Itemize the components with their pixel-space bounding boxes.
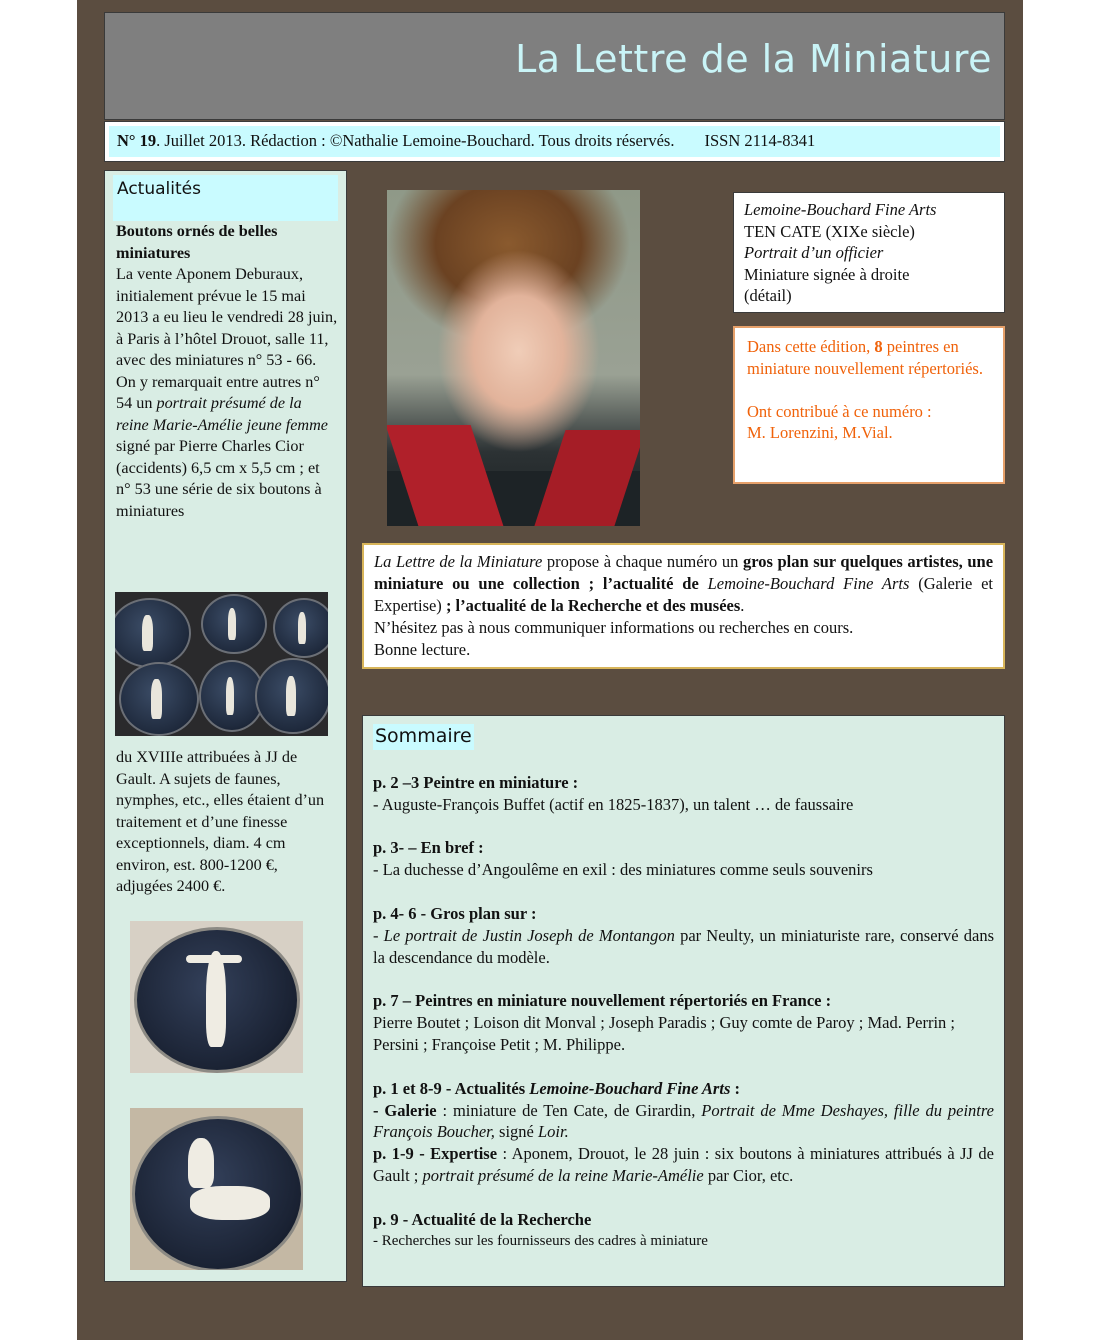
edition-painters: Dans cette édition, 8 peintres en miniature nouvellement répertoriés. bbox=[747, 337, 983, 378]
issue-details: . Juillet 2013. Rédaction : ©Nathalie Lemoine-Bouchard. Tous droits réservés. bbox=[156, 131, 675, 150]
sommaire-entry: p. 1 et 8-9 - Actualités Lemoine-Bouchard Fine Arts : - Galerie : miniature de Ten Cate, de Girardin, Portrait de Mme Deshayes, fille du peintre François Boucher, signé Loir. p. 1-9 - Expertise : Aponem, Drouot, le 28 juin : six boutons à miniatures attribués à JJ de Gault ; portrait présumé de la reine Marie-Amélie par Cior, etc. bbox=[373, 1078, 994, 1185]
intro-gallery-name: Lemoine-Bouchard Fine Arts bbox=[707, 574, 910, 593]
actualites-article-continued: du XVIIIe attribuées à JJ de Gault. A sujets de faunes, nymphes, etc., elles étaient d’un traitement et d’une finesse exceptionnels, diam. 4 cm environ, est. 800-1200 €, adjugées 2400 €. bbox=[116, 748, 325, 895]
intro-box: La Lettre de la Miniature propose à chaque numéro un gros plan sur quelques artistes, une miniature ou une collection ; l’actualité de Lemoine-Bouchard Fine Arts (Galerie et Expertise) ; l’actualité de la Recherche et des musées. N’hésitez pas à nous communiquer informations ou recherches en cours. Bonne lecture. bbox=[362, 543, 1005, 669]
newsletter-title: La Lettre de la Miniature bbox=[515, 37, 992, 81]
intro-line-3: Bonne lecture. bbox=[374, 640, 471, 659]
caption-title: Portrait d’un officier bbox=[744, 243, 884, 262]
intro-newsletter-name: La Lettre de la Miniature bbox=[374, 552, 543, 571]
officer-portrait-photo bbox=[387, 190, 640, 526]
edition-contributors: Ont contribué à ce numéro : M. Lorenzini, M.Vial. bbox=[747, 401, 932, 442]
actualites-heading: Actualités bbox=[113, 175, 338, 221]
edition-painter-count: 8 bbox=[874, 337, 883, 356]
article-text-b: signé par Pierre Charles Cior (accidents) 6,5 cm x 5,5 cm ; et n° 53 une série de six boutons à miniatures bbox=[116, 437, 322, 520]
sommaire-entry: p. 2 –3 Peintre en miniature : - Auguste-François Buffet (actif en 1825-1837), un talent … de faussaire bbox=[373, 772, 854, 814]
masthead bbox=[104, 12, 1005, 120]
article-text-a: La vente Aponem Deburaux, initialement prévue le 15 mai 2013 a eu lieu le vendredi 28 juin, à Paris à l’hôtel Drouot, salle 11, avec des miniatures n° 53 - 66. On y remarquait entre autres n° 54 un bbox=[116, 265, 338, 412]
issn: ISSN 2114-8341 bbox=[704, 131, 816, 150]
issue-info bbox=[109, 126, 1000, 157]
sommaire-heading: Sommaire bbox=[373, 724, 474, 750]
sommaire-entry: p. 9 - Actualité de la Recherche - Recherches sur les fournisseurs des cadres à miniature bbox=[373, 1209, 708, 1249]
sommaire-entry: p. 7 – Peintres en miniature nouvellement répertoriés en France : Pierre Boutet ; Loison dit Monval ; Joseph Paradis ; Guy comte de Paroy ; Mad. Perrin ; Persini ; Françoise Petit ; M. Philippe. bbox=[373, 991, 956, 1054]
miniature-button-detail-photo-2 bbox=[130, 1108, 303, 1270]
intro-line-2: N’hésitez pas à nous communiquer informations ou recherches en cours. bbox=[374, 618, 854, 637]
issue-info-bar bbox=[104, 121, 1005, 162]
portrait-caption bbox=[733, 192, 1005, 313]
edition-notice bbox=[733, 326, 1005, 484]
article-text-italic: portrait présumé de la reine Marie-Amélie jeune femme bbox=[116, 394, 328, 434]
caption-detail: (détail) bbox=[744, 286, 792, 305]
actualites-article bbox=[116, 221, 338, 522]
article-title: Boutons ornés de belles miniatures bbox=[116, 222, 278, 262]
issue-number: N° 19 bbox=[117, 131, 157, 150]
caption-gallery: Lemoine-Bouchard Fine Arts bbox=[744, 200, 937, 219]
caption-signature: Miniature signée à droite bbox=[744, 264, 910, 284]
sommaire-box bbox=[362, 715, 1005, 1287]
miniature-buttons-photo bbox=[115, 592, 328, 736]
caption-artist: TEN CATE (XIXe siècle) bbox=[744, 221, 915, 241]
miniature-button-detail-photo-1 bbox=[130, 921, 303, 1073]
sommaire-entry: p. 3- – En bref : - La duchesse d’Angoulême en exil : des miniatures comme seuls souvenirs bbox=[373, 838, 873, 880]
sommaire-entry: p. 4- 6 - Gros plan sur : - Le portrait de Justin Joseph de Montangon par Neulty, un miniaturiste rare, conservé dans la descendance du modèle. bbox=[373, 903, 994, 967]
